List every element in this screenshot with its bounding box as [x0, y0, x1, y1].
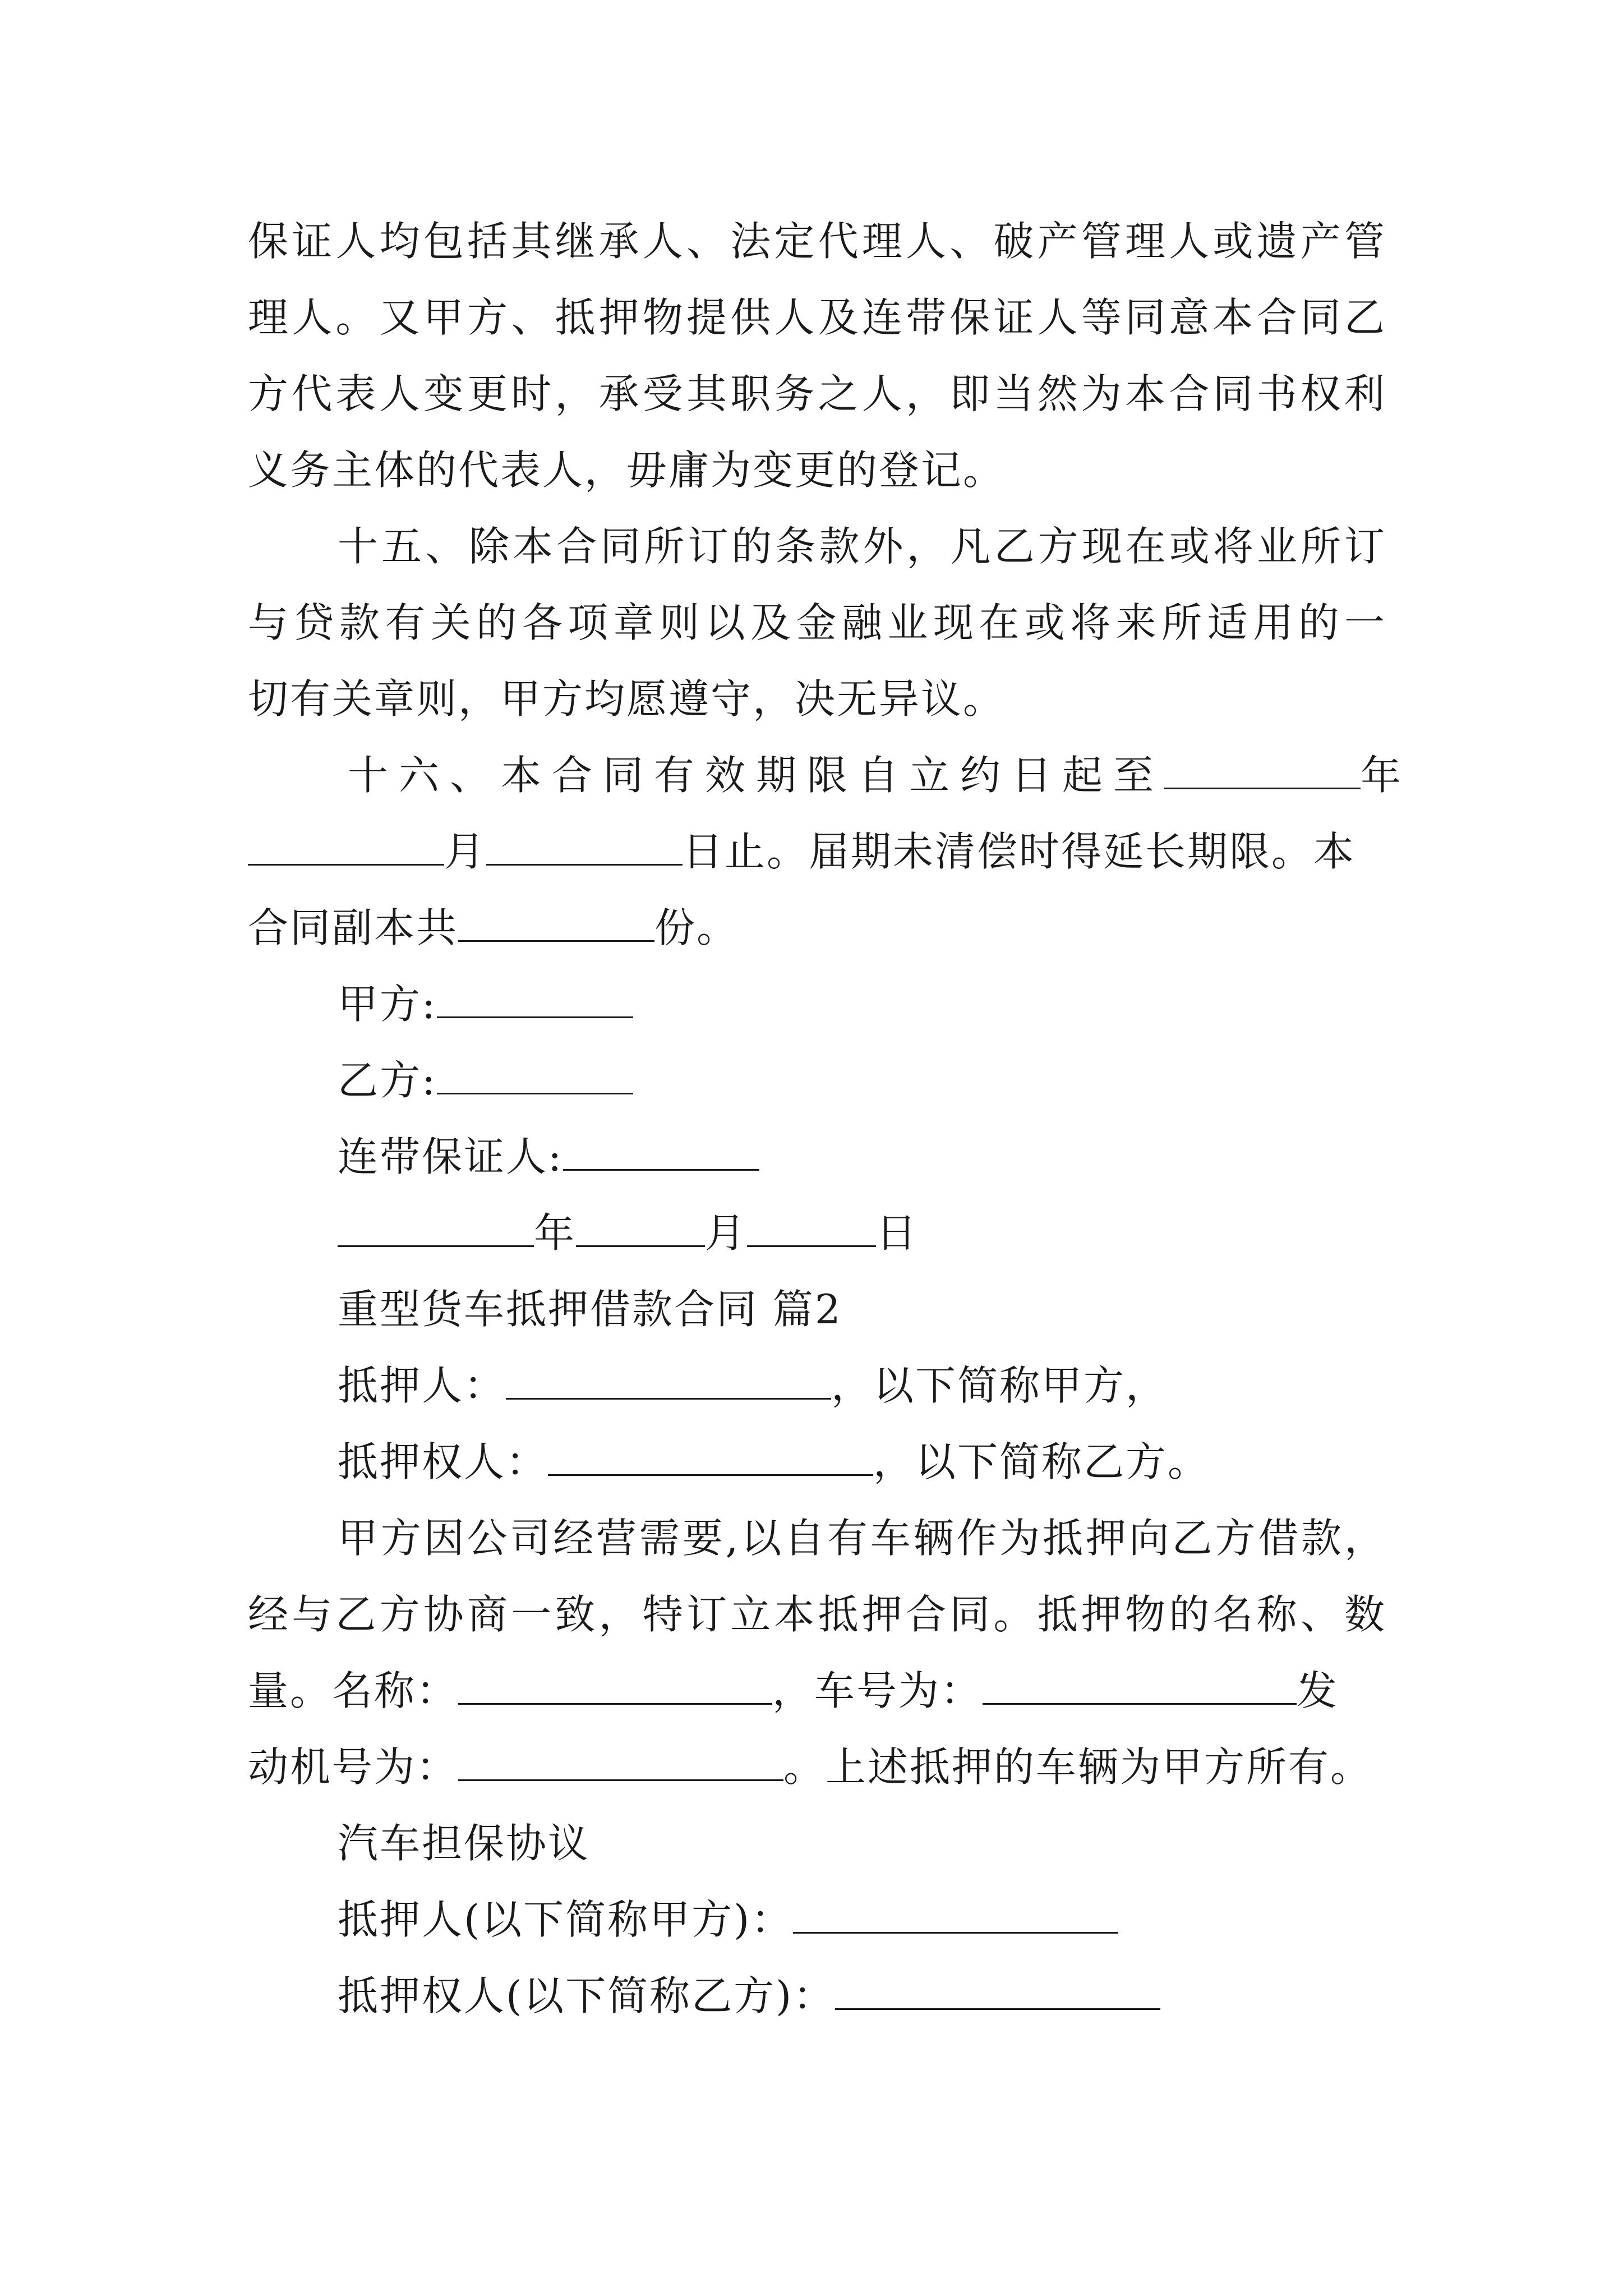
- guarantor-line: [338, 1131, 1386, 1182]
- date-month-label: 月: [705, 1209, 748, 1257]
- mortgagor-full-line: [338, 1894, 1386, 1945]
- plate-field[interactable]: [983, 1668, 1297, 1705]
- blank-field[interactable]: [248, 829, 444, 866]
- date-line: [338, 1208, 1386, 1258]
- date-year-field[interactable]: [338, 1211, 534, 1247]
- engine-label: 动机号为：: [248, 1743, 459, 1791]
- paragraph-line: 保证人均包括其继承人、法定代理人、破产管理人或遗产管: [248, 218, 1386, 265]
- party-b-label: 乙方:: [338, 1057, 437, 1104]
- party-a-line: [338, 979, 1386, 1029]
- guarantor-field[interactable]: [563, 1134, 759, 1171]
- blank-field[interactable]: [1164, 753, 1361, 789]
- clause-16-line: [348, 750, 1412, 800]
- mortgagee-line: [338, 1437, 1386, 1487]
- vehicle-name-line: [248, 1665, 1386, 1716]
- mortgagor-field[interactable]: [506, 1363, 831, 1400]
- owner-text: 。上述抵押的车辆为甲方所有。: [783, 1743, 1373, 1791]
- year-label: 年: [1361, 752, 1412, 799]
- engine-field[interactable]: [458, 1745, 783, 1781]
- mortgagor-suffix: ，以下简称甲方，: [831, 1362, 1168, 1409]
- clause-16-line: [248, 826, 1386, 877]
- paragraph-line: 方代表人变更时，承受其职务之人，即当然为本合同书权利: [248, 370, 1386, 417]
- clause-16-line: [248, 903, 1386, 953]
- section-2-title: 重型货车抵押借款合同 篇2: [338, 1286, 842, 1333]
- paragraph-line: 经与乙方协商一致，特订立本抵押合同。抵押物的名称、数: [248, 1591, 1386, 1638]
- clause-16-text: 十六、本合同有效期限自立约日起至: [348, 752, 1165, 799]
- party-b-line: [338, 1055, 1386, 1106]
- paragraph-line: 义务主体的代表人，毋庸为变更的登记。: [248, 447, 1006, 494]
- clause-15-line: 十五、除本合同所订的条款外，凡乙方现在或将业所订: [338, 523, 1386, 570]
- party-a-label: 甲方:: [338, 981, 437, 1028]
- vehicle-name-field[interactable]: [458, 1668, 772, 1705]
- mortgagee-full-field[interactable]: [835, 1973, 1160, 2010]
- guarantor-label: 连带保证人:: [338, 1133, 564, 1180]
- name-label: 量。名称：: [248, 1667, 459, 1714]
- mortgagee-full-label: 抵押权人(以下简称乙方)：: [338, 1972, 836, 2019]
- mortgagor-full-field[interactable]: [793, 1897, 1118, 1934]
- mortgagee-full-line: [338, 1971, 1386, 2021]
- blank-field[interactable]: [486, 829, 683, 866]
- month-label: 月: [444, 828, 487, 875]
- copies-label: 份。: [654, 904, 739, 951]
- clause-16-text: 合同副本共: [248, 904, 459, 951]
- mortgagee-label: 抵押权人：: [338, 1438, 548, 1485]
- date-day-field[interactable]: [747, 1211, 876, 1247]
- section-subtitle: 汽车担保协议: [338, 1820, 591, 1867]
- mortgagee-suffix: ，以下简称乙方。: [873, 1438, 1210, 1485]
- clause-16-text: 日止。届期未清偿时得延长期限。本: [683, 828, 1356, 875]
- paragraph-line: 甲方因公司经营需要,以自有车辆作为抵押向乙方借款，: [338, 1515, 1386, 1562]
- mortgagor-line: [338, 1360, 1386, 1411]
- mortgagee-field[interactable]: [548, 1439, 873, 1476]
- date-month-field[interactable]: [576, 1211, 705, 1247]
- paragraph-line: 理人。又甲方、抵押物提供人及连带保证人等同意本合同乙: [248, 294, 1386, 341]
- paragraph-line: 切有关章则，甲方均愿遵守，决无异议。: [248, 675, 1006, 723]
- mortgagor-full-label: 抵押人(以下简称甲方)：: [338, 1896, 794, 1943]
- mortgagor-label: 抵押人：: [338, 1362, 506, 1409]
- date-day-label: 日: [876, 1209, 919, 1257]
- party-a-field[interactable]: [437, 982, 633, 1018]
- plate-label: ，车号为：: [772, 1667, 983, 1714]
- paragraph-line: 与贷款有关的各项章则以及金融业现在或将来所适用的一: [248, 599, 1386, 646]
- date-year-label: 年: [534, 1209, 577, 1257]
- party-b-field[interactable]: [437, 1058, 633, 1094]
- blank-field[interactable]: [458, 905, 654, 942]
- engine-line: [248, 1742, 1386, 1792]
- engine-prefix: 发: [1297, 1667, 1339, 1714]
